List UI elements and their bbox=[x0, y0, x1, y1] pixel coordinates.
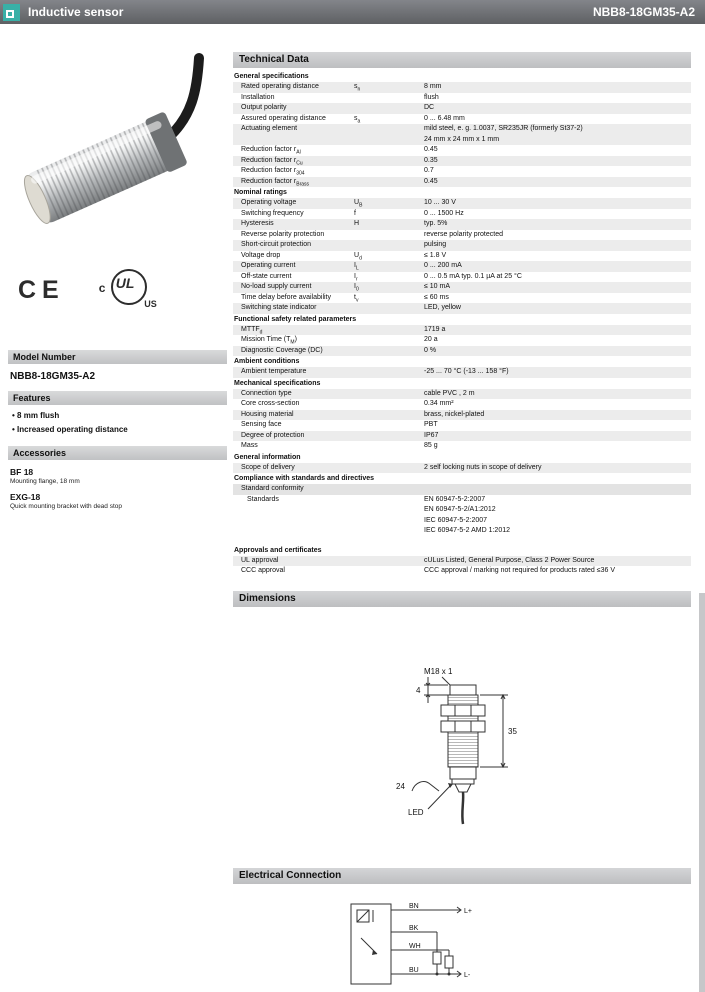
spec-label: Operating voltage bbox=[241, 199, 297, 206]
spec-value: mild steel, e. g. 1.0037, SR235JR (formerly St37-2) 24 mm x 24 mm x 1 mm bbox=[424, 125, 583, 143]
spec-value: 20 a bbox=[424, 336, 438, 343]
wire-label-bk: BK bbox=[409, 925, 419, 932]
spec-row bbox=[233, 282, 691, 293]
spec-symbol bbox=[354, 420, 424, 431]
spec-symbol bbox=[354, 166, 424, 177]
spec-symbol bbox=[354, 230, 424, 241]
spec-row bbox=[233, 420, 691, 431]
spec-row bbox=[233, 240, 691, 251]
spec-value: 0 % bbox=[424, 346, 437, 354]
spec-row bbox=[233, 441, 691, 452]
spec-symbol bbox=[354, 346, 424, 357]
spec-row bbox=[233, 389, 691, 400]
rail-label-lplus: L+ bbox=[464, 908, 472, 915]
spec-value: 0.45 bbox=[424, 146, 438, 153]
accessory-description: Mounting flange, 18 mm bbox=[10, 478, 80, 485]
dim-wrench-size-label: 24 bbox=[396, 782, 405, 791]
spec-value: 2 self locking nuts in scope of delivery bbox=[424, 463, 542, 471]
spec-row bbox=[233, 346, 691, 357]
spec-label: Actuating element bbox=[241, 125, 298, 132]
electrical-connection-header: Electrical Connection bbox=[233, 868, 691, 884]
spec-label: Switching state indicator bbox=[241, 304, 317, 311]
page-edge-strip bbox=[699, 593, 705, 992]
accessory-name: EXG-18 bbox=[10, 492, 41, 502]
spec-symbol bbox=[354, 177, 424, 188]
model-number-header: Model Number bbox=[8, 350, 227, 364]
spec-symbol bbox=[354, 335, 424, 346]
spec-label: Switching frequency bbox=[241, 209, 304, 217]
spec-value: 0 ... 6.48 mm bbox=[424, 114, 465, 122]
spec-symbol bbox=[354, 124, 424, 145]
spec-value: 0 ... 1500 Hz bbox=[424, 209, 464, 217]
dim-thread-label: M18 x 1 bbox=[424, 667, 453, 676]
spec-label: Off-state current bbox=[241, 272, 292, 280]
sensor-body bbox=[18, 111, 188, 229]
electrical-connection-section bbox=[233, 868, 691, 992]
accessories-header: Accessories bbox=[8, 446, 227, 460]
wrench-icon bbox=[412, 782, 439, 791]
spec-value: 0 ... 200 mA bbox=[424, 262, 462, 269]
spec-value: flush bbox=[424, 93, 439, 101]
spec-value: ≤ 10 mA bbox=[424, 283, 451, 290]
spec-value: 0.34 mm² bbox=[424, 400, 454, 407]
spec-row bbox=[233, 335, 691, 346]
spec-symbol bbox=[354, 556, 424, 567]
dim-head-height-label: 4 bbox=[416, 686, 421, 695]
spec-label: Scope of delivery bbox=[241, 463, 295, 471]
spec-row bbox=[233, 177, 691, 188]
spec-label: Voltage drop bbox=[241, 251, 281, 259]
spec-value: 85 g bbox=[424, 442, 438, 449]
spec-value: 10 ... 30 V bbox=[424, 199, 456, 206]
brand-cube-icon bbox=[3, 4, 20, 21]
spec-row bbox=[233, 93, 691, 104]
spec-section bbox=[233, 452, 691, 474]
dimension-drawing bbox=[362, 663, 562, 841]
spec-row bbox=[233, 431, 691, 442]
dimensions-section bbox=[233, 591, 691, 841]
spec-value: reverse polarity protected bbox=[424, 230, 503, 238]
spec-section bbox=[233, 71, 691, 187]
sensor-cable bbox=[168, 58, 199, 138]
spec-row bbox=[233, 556, 691, 567]
spec-row bbox=[233, 272, 691, 283]
spec-label: Core cross-section bbox=[241, 400, 300, 407]
dimensions-header: Dimensions bbox=[233, 591, 691, 607]
spec-symbol: $U_B$ bbox=[354, 199, 363, 209]
spec-row bbox=[233, 410, 691, 421]
spec-label: Connection type bbox=[241, 389, 292, 397]
spec-symbol: $s_n$ bbox=[354, 83, 361, 93]
spec-label: Rated operating distance bbox=[241, 83, 319, 90]
spec-symbol bbox=[354, 325, 424, 336]
spec-row bbox=[233, 82, 691, 93]
spec-symbol bbox=[354, 431, 424, 442]
spec-label: Standards bbox=[247, 495, 279, 503]
spec-section-title: Nominal ratings bbox=[234, 189, 287, 196]
ul-c-label: c bbox=[98, 281, 106, 295]
spec-label: Output polarity bbox=[241, 104, 287, 111]
spec-value: cable PVC , 2 m bbox=[424, 389, 475, 397]
spec-symbol bbox=[354, 145, 424, 156]
wire-label-wh: WH bbox=[409, 943, 421, 950]
spec-label: Reduction factor $r_{Al}$ bbox=[241, 146, 301, 156]
spec-symbol bbox=[354, 463, 424, 474]
spec-label: Housing material bbox=[241, 410, 294, 418]
spec-symbol: f bbox=[354, 209, 356, 217]
accessory-description: Quick mounting bracket with dead stop bbox=[10, 503, 123, 510]
spec-label: Mass bbox=[241, 442, 258, 449]
spec-value: 1719 a bbox=[424, 325, 446, 333]
spec-section bbox=[233, 473, 691, 537]
spec-section-title: Approvals and certificates bbox=[234, 546, 322, 554]
spec-value: 0.45 bbox=[424, 177, 438, 185]
spec-label: Hysteresis bbox=[241, 220, 274, 227]
spec-value: ≤ 60 ms bbox=[424, 293, 449, 301]
spec-label: Mission Time $(T_M)$ bbox=[241, 336, 297, 346]
spec-label: Time delay before availability bbox=[241, 293, 332, 301]
spec-value: 0 ... 0.5 mA typ. 0.1 µA at 25 °C bbox=[424, 272, 522, 280]
spec-symbol bbox=[354, 156, 424, 167]
spec-label: UL approval bbox=[241, 556, 279, 564]
spec-label: Reduction factor $r_{304}$ bbox=[241, 167, 305, 177]
header-model-number: NBB8-18GM35-A2 bbox=[592, 5, 695, 19]
cULus-mark bbox=[99, 267, 159, 313]
spec-value: -25 ... 70 °C (-13 ... 158 °F) bbox=[424, 368, 509, 375]
spec-symbol bbox=[354, 240, 424, 251]
wire-label-bu: BU bbox=[409, 967, 419, 974]
spec-value: cULus Listed, General Purpose, Class 2 Power Source bbox=[424, 556, 595, 564]
wire-label-bn: BN bbox=[409, 903, 419, 910]
spec-label: Reduction factor $r_{Brass}$ bbox=[241, 177, 310, 187]
spec-value: IP67 bbox=[424, 431, 439, 439]
spec-row bbox=[233, 145, 691, 156]
page-header bbox=[0, 0, 705, 24]
spec-symbol bbox=[354, 410, 424, 421]
spec-subsection-title: Standard conformity bbox=[233, 484, 691, 495]
spec-section bbox=[233, 356, 691, 378]
spec-value: 0.7 bbox=[424, 167, 434, 174]
spec-label: Operating current bbox=[241, 262, 296, 269]
spec-row bbox=[233, 303, 691, 314]
spec-value: 8 mm bbox=[424, 83, 442, 90]
spec-label: Reverse polarity protection bbox=[241, 230, 325, 238]
spec-value: typ. 5% bbox=[424, 220, 448, 227]
spec-value: EN 60947-5-2:2007 EN 60947-5-2/A1:2012 IEC 60947-5-2:2007 IEC 60947-5-2 AMD 1:2012 bbox=[424, 495, 510, 534]
spec-label: Ambient temperature bbox=[241, 368, 307, 375]
spec-value: 0.35 bbox=[424, 156, 438, 164]
spec-value: ≤ 1.8 V bbox=[424, 251, 447, 259]
rail-label-lminus: L- bbox=[464, 972, 471, 979]
spec-section-title: Ambient conditions bbox=[234, 358, 300, 365]
spec-symbol bbox=[354, 303, 424, 314]
spec-row bbox=[233, 495, 691, 537]
spec-label: CCC approval bbox=[241, 567, 285, 574]
spec-symbol: $I_L$ bbox=[354, 262, 359, 272]
spec-label: Installation bbox=[241, 93, 275, 101]
accessory-name: BF 18 bbox=[10, 467, 34, 477]
spec-row bbox=[233, 261, 691, 272]
spec-symbol: H bbox=[354, 220, 360, 227]
features-list bbox=[12, 411, 227, 434]
spec-section-title: Compliance with standards and directives bbox=[234, 475, 375, 482]
spec-symbol bbox=[354, 495, 424, 537]
spec-symbol: $U_d$ bbox=[354, 251, 362, 261]
spec-row bbox=[233, 156, 691, 167]
spec-row bbox=[233, 103, 691, 114]
spec-label: No-load supply current bbox=[241, 283, 312, 290]
spec-symbol bbox=[354, 367, 424, 378]
spec-value: LED, yellow bbox=[424, 304, 461, 311]
spec-row bbox=[233, 198, 691, 209]
spec-symbol bbox=[354, 103, 424, 114]
certification-marks bbox=[18, 266, 227, 314]
spec-row bbox=[233, 399, 691, 410]
spec-row bbox=[233, 124, 691, 145]
spec-label: $MTTF_d$ bbox=[241, 325, 263, 335]
left-column bbox=[8, 40, 227, 510]
dim-body-length-label: 35 bbox=[508, 727, 517, 736]
technical-data-header: Technical Data bbox=[233, 52, 691, 68]
spec-symbol: $t_v$ bbox=[354, 293, 359, 303]
spec-symbol: $s_a$ bbox=[354, 114, 361, 124]
spec-symbol: $I_r$ bbox=[354, 272, 358, 282]
spec-symbol bbox=[354, 441, 424, 452]
ul-us-label: US bbox=[144, 299, 157, 309]
spec-section bbox=[233, 187, 691, 314]
spec-row bbox=[233, 219, 691, 230]
wiring-diagram bbox=[349, 898, 489, 992]
technical-data-table bbox=[233, 71, 691, 577]
spec-label: Assured operating distance bbox=[241, 114, 326, 122]
spec-row bbox=[233, 230, 691, 241]
spec-section bbox=[233, 378, 691, 452]
spec-symbol: $I_0$ bbox=[354, 283, 359, 293]
model-number-value: NBB8-18GM35-A2 bbox=[10, 371, 96, 382]
right-column bbox=[233, 52, 691, 992]
spec-section bbox=[233, 314, 691, 357]
spec-value: pulsing bbox=[424, 241, 447, 248]
spec-label: Diagnostic Coverage (DC) bbox=[241, 346, 323, 354]
spec-section bbox=[233, 545, 691, 577]
spec-section-title: General specifications bbox=[234, 73, 309, 80]
spec-label: Sensing face bbox=[241, 421, 282, 428]
ul-label: UL bbox=[115, 275, 135, 291]
spec-row bbox=[233, 293, 691, 304]
spec-row bbox=[233, 367, 691, 378]
spec-row bbox=[233, 463, 691, 474]
spec-section-title: Mechanical specifications bbox=[234, 379, 321, 387]
feature-item: • Increased operating distance bbox=[12, 425, 227, 434]
spec-label: Degree of protection bbox=[241, 431, 305, 439]
spec-row bbox=[233, 209, 691, 220]
spec-section-title: General information bbox=[234, 453, 301, 461]
features-header: Features bbox=[8, 391, 227, 405]
spec-symbol bbox=[354, 399, 424, 410]
spec-row bbox=[233, 566, 691, 577]
spec-row bbox=[233, 325, 691, 336]
spec-value: CCC approval / marking not required for products rated ≤36 V bbox=[424, 567, 615, 574]
spec-symbol bbox=[354, 93, 424, 104]
product-type-title: Inductive sensor bbox=[28, 5, 124, 19]
spec-label: Short-circuit protection bbox=[241, 241, 312, 248]
spec-row bbox=[233, 251, 691, 262]
spec-value: DC bbox=[424, 104, 435, 111]
feature-item: • 8 mm flush bbox=[12, 411, 227, 420]
spec-row bbox=[233, 114, 691, 125]
spec-symbol bbox=[354, 389, 424, 400]
spec-value: brass, nickel-plated bbox=[424, 410, 485, 418]
product-photo bbox=[10, 46, 215, 246]
spec-section-title: Functional safety related parameters bbox=[234, 315, 357, 323]
spec-label: Reduction factor $r_{Cu}$ bbox=[241, 156, 303, 166]
ce-mark: CE bbox=[18, 275, 65, 304]
spec-row bbox=[233, 166, 691, 177]
led-label: LED bbox=[408, 808, 424, 817]
spec-value: PBT bbox=[424, 421, 438, 428]
spec-symbol bbox=[354, 566, 424, 577]
